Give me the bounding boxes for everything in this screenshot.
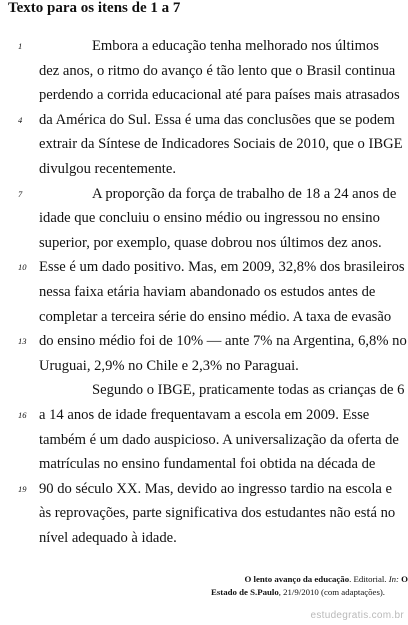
text-line: do ensino médio foi de 10% — ante 7% na Argentina, 6,8% no <box>39 333 407 350</box>
line-number: 10 <box>18 262 27 273</box>
text-line: Uruguai, 2,9% no Chile e 2,3% no Paraguai. <box>39 357 299 374</box>
source-outlet-start: O <box>398 574 408 584</box>
text-line: matrículas no ensino fundamental foi obtida na década de <box>39 456 376 473</box>
text-line: idade que concluiu o ensino médio ou ingressou no ensino <box>39 210 380 227</box>
source-title: O lento avanço da educação <box>244 574 350 584</box>
source-type: . Editorial. <box>349 574 389 584</box>
text-line: Segundo o IBGE, praticamente todas as crianças de 6 <box>92 382 405 399</box>
text-line: Esse é um dado positivo. Mas, em 2009, 32,8% dos brasileiros <box>39 259 405 276</box>
page-title: Texto para os itens de 1 a 7 <box>8 0 181 16</box>
text-line: completar a terceira série do ensino médio. A taxa de evasão <box>39 308 392 325</box>
source-date: , 21/9/2010 (com adaptações). <box>278 587 385 597</box>
text-line: da América do Sul. Essa é uma das conclusões que se podem <box>39 111 395 128</box>
text-line: também é um dado auspicioso. A universalização da oferta de <box>39 431 399 448</box>
source-citation-line-1 <box>245 574 408 584</box>
line-number: 1 <box>18 41 23 51</box>
text-line: divulgou recentemente. <box>39 161 176 177</box>
text-line: 90 do século XX. Mas, devido ao ingresso tardio na escola e <box>39 480 393 497</box>
source-in: In: <box>388 574 399 584</box>
line-number: 16 <box>18 410 27 420</box>
line-number: 19 <box>18 483 27 494</box>
text-line: nessa faixa etária haviam abandonado os estudos antes de <box>39 284 376 300</box>
watermark: estudegratis.com.br <box>310 610 404 621</box>
text-line: a 14 anos de idade frequentavam a escola em 2009. Esse <box>39 407 370 423</box>
text-line: às reprovações, parte significativa dos estudantes não está no <box>39 505 396 522</box>
text-line: nível adequado à idade. <box>39 530 177 546</box>
line-number: 4 <box>18 114 23 125</box>
source-outlet-end: Estado de S.Paulo <box>211 587 279 597</box>
text-line: A proporção da força de trabalho de 18 a 24 anos de <box>92 185 397 202</box>
line-number: 13 <box>18 336 27 347</box>
text-line: Embora a educação tenha melhorado nos últimos <box>92 38 379 54</box>
text-line: perdendo a corrida educacional até para países mais atrasados <box>39 87 400 104</box>
text-line: extrair da Síntese de Indicadores Sociais de 2010, que o IBGE <box>39 136 403 153</box>
line-number: 7 <box>18 188 23 199</box>
text-line: dez anos, o ritmo do avanço é tão lento que o Brasil continua <box>39 62 396 79</box>
text-line: superior, por exemplo, quase dobrou nos últimos dez anos. <box>39 234 382 251</box>
source-citation-line-2 <box>211 587 385 597</box>
